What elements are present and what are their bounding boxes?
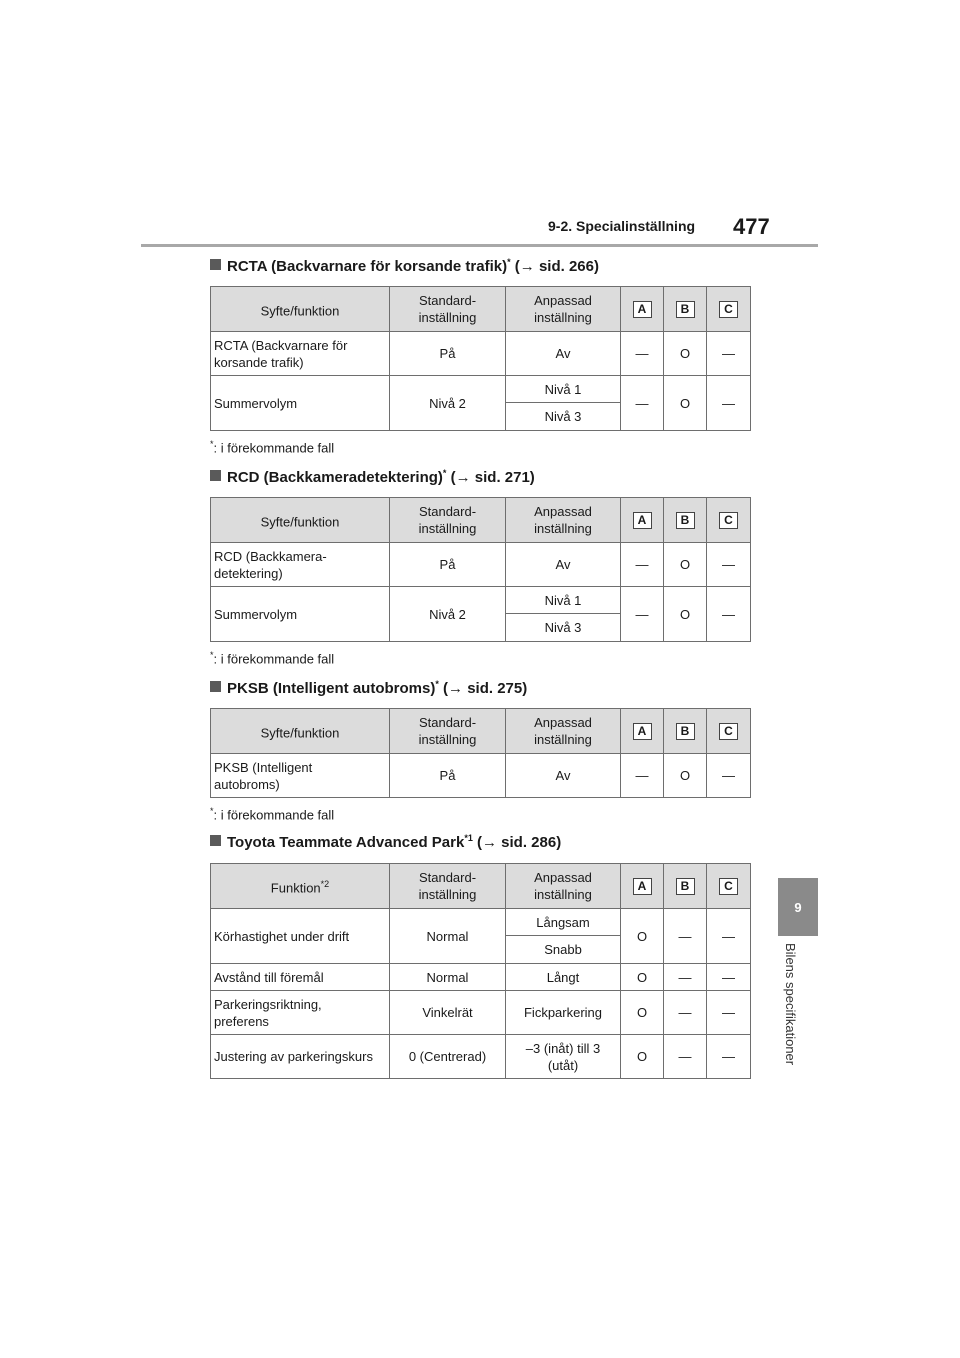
cell-a: —	[621, 376, 664, 431]
letter-c-icon: C	[719, 512, 738, 529]
footnote: *: i förekommande fall	[210, 650, 335, 667]
square-bullet-icon	[210, 835, 221, 846]
cell-b: O	[664, 754, 707, 798]
cell-default: Nivå 2	[390, 376, 506, 431]
col-header-custom: Anpassad inställning	[506, 498, 621, 543]
table-header-row	[211, 287, 751, 332]
cell-purpose: Justering av parkeringskurs	[211, 1035, 390, 1079]
section-title-rcd	[210, 468, 535, 486]
cell-default: På	[390, 754, 506, 798]
cell-c: —	[707, 543, 751, 587]
footnote-mark: *	[507, 257, 511, 267]
section-title-rcta	[210, 257, 599, 275]
col-header-purpose: Funktion$^{*2}$	[211, 864, 390, 909]
cell-a: —	[621, 587, 664, 642]
header-rule	[141, 244, 818, 247]
running-header-section: 9-2. Specialinställning	[548, 218, 696, 234]
cell-custom: Fickparkering	[506, 991, 621, 1035]
cell-b: O	[664, 543, 707, 587]
letter-b-icon: B	[676, 878, 695, 895]
table-row	[211, 991, 751, 1035]
letter-a-icon: A	[633, 301, 652, 318]
footnote-mark: *1	[464, 833, 473, 843]
table-header-row	[211, 498, 751, 543]
cell-default: Nivå 2	[390, 587, 506, 642]
table-row	[211, 587, 751, 614]
cell-purpose: Avstånd till föremål	[211, 964, 390, 991]
col-header-purpose: Syfte/funktion	[211, 709, 390, 754]
col-header-a	[621, 709, 664, 754]
cell-a: —	[621, 332, 664, 376]
cell-c: —	[707, 1035, 751, 1079]
col-header-c	[707, 287, 751, 332]
settings-table-pksb	[210, 708, 751, 798]
chapter-label	[783, 943, 813, 1093]
letter-a-icon: A	[633, 878, 652, 895]
settings-table-rcta	[210, 286, 751, 431]
cell-c: —	[707, 964, 751, 991]
square-bullet-icon	[210, 259, 221, 270]
letter-c-icon: C	[719, 723, 738, 740]
section-title-text: Toyota Teammate Advanced Park	[227, 834, 465, 851]
letter-a-icon: A	[633, 723, 652, 740]
col-header-default: Standard- inställning	[390, 287, 506, 332]
cell-b: O	[664, 587, 707, 642]
cell-b: —	[664, 991, 707, 1035]
col-header-c	[707, 498, 751, 543]
cell-default: På	[390, 332, 506, 376]
table-row	[211, 754, 751, 798]
cell-purpose: RCD (Backkamera- detektering)	[211, 543, 390, 587]
cell-purpose: Körhastighet under drift	[211, 909, 390, 964]
table-row	[211, 909, 751, 936]
cell-custom: –3 (inåt) till 3 (utåt)	[506, 1035, 621, 1079]
cell-a: —	[621, 543, 664, 587]
col-header-b	[664, 498, 707, 543]
cell-purpose: PKSB (Intelligent autobroms)	[211, 754, 390, 798]
section-title-pksb	[210, 679, 527, 697]
col-header-purpose: Syfte/funktion	[211, 498, 390, 543]
square-bullet-icon	[210, 681, 221, 692]
table-row	[211, 332, 751, 376]
cell-custom: Nivå 3	[506, 614, 621, 642]
cell-a: O	[621, 909, 664, 964]
table-header-row	[211, 709, 751, 754]
page-reference-link[interactable]: (→ sid. 275)	[443, 680, 528, 697]
col-header-a	[621, 498, 664, 543]
letter-c-icon: C	[719, 878, 738, 895]
cell-default: Normal	[390, 964, 506, 991]
cell-custom: Av	[506, 332, 621, 376]
section-title-advanced-park	[210, 833, 561, 851]
cell-custom: Nivå 1	[506, 587, 621, 614]
cell-custom: Av	[506, 543, 621, 587]
letter-b-icon: B	[676, 512, 695, 529]
cell-b: —	[664, 909, 707, 964]
col-header-default: Standard- inställning	[390, 498, 506, 543]
letter-b-icon: B	[676, 723, 695, 740]
chapter-tab[interactable]: 9	[778, 878, 818, 936]
settings-table-advanced-park	[210, 863, 751, 1079]
cell-purpose: Parkeringsriktning, preferens	[211, 991, 390, 1035]
cell-c: —	[707, 991, 751, 1035]
cell-b: O	[664, 332, 707, 376]
col-header-default: Standard- inställning	[390, 709, 506, 754]
col-header-c	[707, 709, 751, 754]
table-header-row	[211, 864, 751, 909]
cell-custom: Nivå 3	[506, 403, 621, 431]
cell-b: —	[664, 964, 707, 991]
page-reference-link[interactable]: (→ sid. 271)	[450, 469, 535, 486]
col-header-a	[621, 864, 664, 909]
col-header-b	[664, 709, 707, 754]
cell-custom: Långt	[506, 964, 621, 991]
footnote: *: i förekommande fall	[210, 439, 335, 456]
cell-a: O	[621, 964, 664, 991]
cell-purpose: Summervolym	[211, 376, 390, 431]
cell-default: 0 (Centrerad)	[390, 1035, 506, 1079]
cell-c: —	[707, 754, 751, 798]
table-row	[211, 543, 751, 587]
table-row	[211, 964, 751, 991]
cell-a: O	[621, 991, 664, 1035]
table-row	[211, 376, 751, 403]
footnote: *: i förekommande fall	[210, 806, 335, 823]
letter-b-icon: B	[676, 301, 695, 318]
cell-custom: Av	[506, 754, 621, 798]
cell-default: På	[390, 543, 506, 587]
cell-b: —	[664, 1035, 707, 1079]
col-header-b	[664, 864, 707, 909]
table-row	[211, 1035, 751, 1079]
cell-custom: Långsam	[506, 909, 621, 936]
col-header-b	[664, 287, 707, 332]
cell-default: Vinkelrät	[390, 991, 506, 1035]
cell-b: O	[664, 376, 707, 431]
col-header-c	[707, 864, 751, 909]
cell-a: —	[621, 754, 664, 798]
cell-default: Normal	[390, 909, 506, 964]
section-title-text: RCTA (Backvarnare för korsande trafik)	[227, 258, 508, 275]
cell-c: —	[707, 587, 751, 642]
page-number: 477	[733, 214, 770, 239]
col-header-purpose: Syfte/funktion	[211, 287, 390, 332]
cell-custom: Snabb	[506, 936, 621, 964]
cell-purpose: RCTA (Backvarnare för korsande trafik)	[211, 332, 390, 376]
col-header-custom: Anpassad inställning	[506, 287, 621, 332]
page-reference-link[interactable]: (→ sid. 266)	[514, 258, 599, 275]
chapter-label-text: Bilens specifikationer	[783, 943, 798, 1066]
section-title-text: PKSB (Intelligent autobroms)	[227, 680, 436, 697]
col-header-custom: Anpassad inställning	[506, 709, 621, 754]
cell-c: —	[707, 376, 751, 431]
cell-a: O	[621, 1035, 664, 1079]
cell-c: —	[707, 909, 751, 964]
letter-a-icon: A	[633, 512, 652, 529]
section-title-text: RCD (Backkameradetektering)	[227, 469, 443, 486]
square-bullet-icon	[210, 470, 221, 481]
col-header-default: Standard- inställning	[390, 864, 506, 909]
footnote-mark: *	[442, 468, 447, 478]
cell-custom: Nivå 1	[506, 376, 621, 403]
letter-c-icon: C	[719, 301, 738, 318]
settings-table-rcd	[210, 497, 751, 642]
cell-purpose: Summervolym	[211, 587, 390, 642]
footnote-mark: *	[435, 679, 439, 689]
col-header-a	[621, 287, 664, 332]
page-reference-link[interactable]: (→ sid. 286)	[477, 834, 562, 851]
col-header-custom: Anpassad inställning	[506, 864, 621, 909]
cell-c: —	[707, 332, 751, 376]
